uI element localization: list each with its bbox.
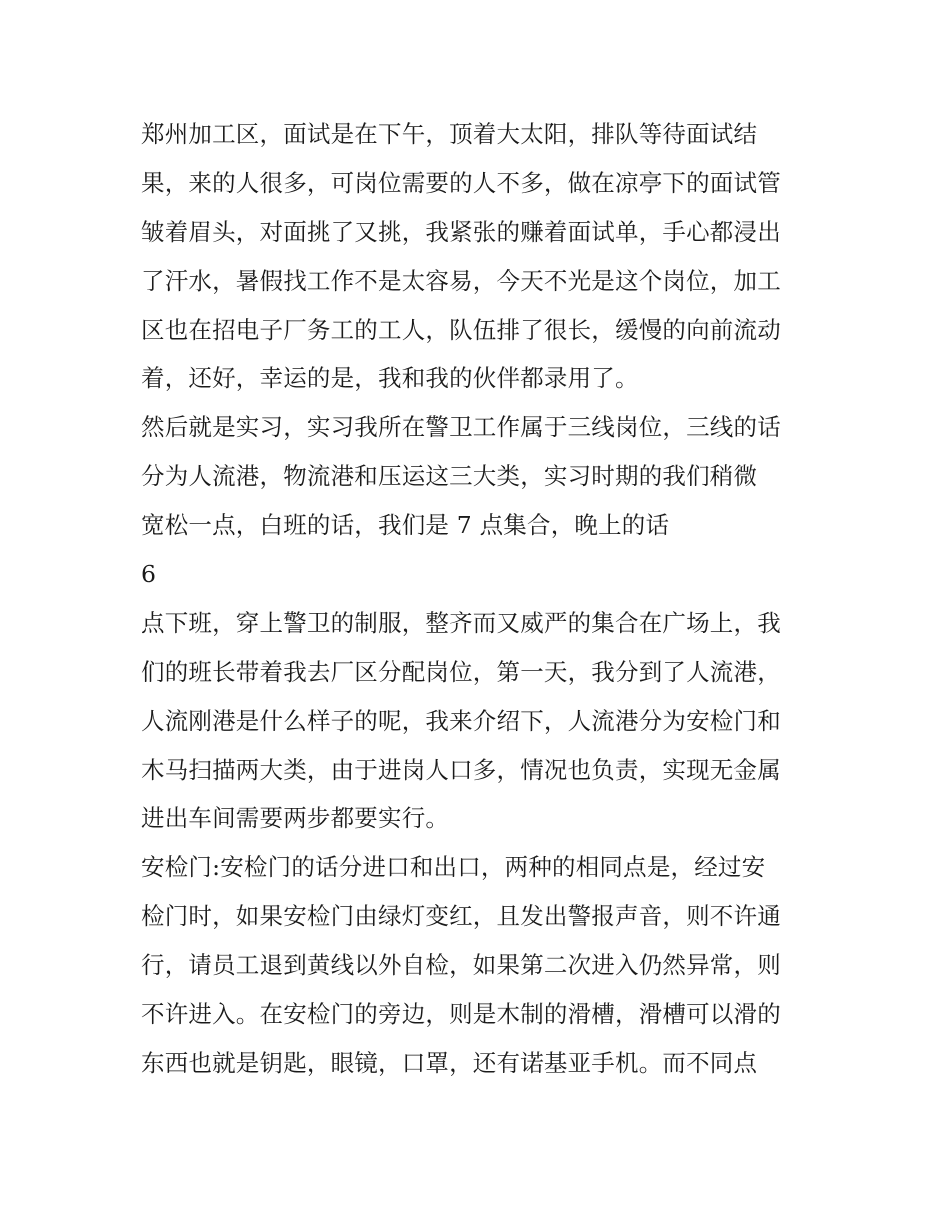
text-line: 人流刚港是什么样子的呢，我来介绍下，人流港分为安检门和: [141, 706, 781, 735]
text-line: 分为人流港，物流港和压运这三大类，实习时期的我们稍微: [141, 462, 758, 491]
text-line: 木马扫描两大类，由于进岗人口多，情况也负责，实现无金属: [141, 755, 781, 784]
text-line: 6: [141, 560, 157, 589]
text-line: 了汗水，暑假找工作不是太容易，今天不光是这个岗位，加工: [141, 266, 781, 295]
text-line: 宽松一点，白班的话，我们是 7 点集合，晚上的话: [141, 511, 670, 540]
text-line: 皱着眉头，对面挑了又挑，我紧张的赚着面试单，手心都浸出: [141, 217, 781, 246]
text-line: 不许进入。在安检门的旁边，则是木制的滑槽，滑槽可以滑的: [141, 1000, 781, 1029]
text-line: 点下班，穿上警卫的制服，整齐而又威严的集合在广场上，我: [141, 608, 781, 637]
text-line: 检门时，如果安检门由绿灯变红，且发出警报声音，则不许通: [141, 902, 781, 931]
text-line: 进出车间需要两步都要实行。: [141, 804, 450, 833]
text-line: 们的班长带着我去厂区分配岗位，第一天，我分到了人流港，: [141, 657, 781, 686]
body-text: [141, 110, 821, 1088]
text-line: 郑州加工区，面试是在下午，顶着大太阳，排队等待面试结: [141, 120, 758, 148]
text-line: 果，来的人很多，可岗位需要的人不多，做在凉亭下的面试管: [141, 168, 781, 197]
text-line: 区也在招电子厂务工的工人，队伍排了很长，缓慢的向前流动: [141, 315, 781, 344]
text-line: 行，请员工退到黄线以外自检，如果第二次进入仍然异常，则: [141, 951, 781, 980]
text-line: 安检门:安检门的话分进口和出口，两种的相同点是，经过安: [141, 853, 766, 882]
text-line: 然后就是实习，实习我所在警卫工作属于三线岗位，三线的话: [141, 413, 781, 442]
text-line: 着，还好，幸运的是，我和我的伙伴都录用了。: [141, 364, 639, 393]
text-line: 东西也就是钥匙，眼镜，口罩，还有诺基亚手机。而不同点: [141, 1048, 758, 1077]
